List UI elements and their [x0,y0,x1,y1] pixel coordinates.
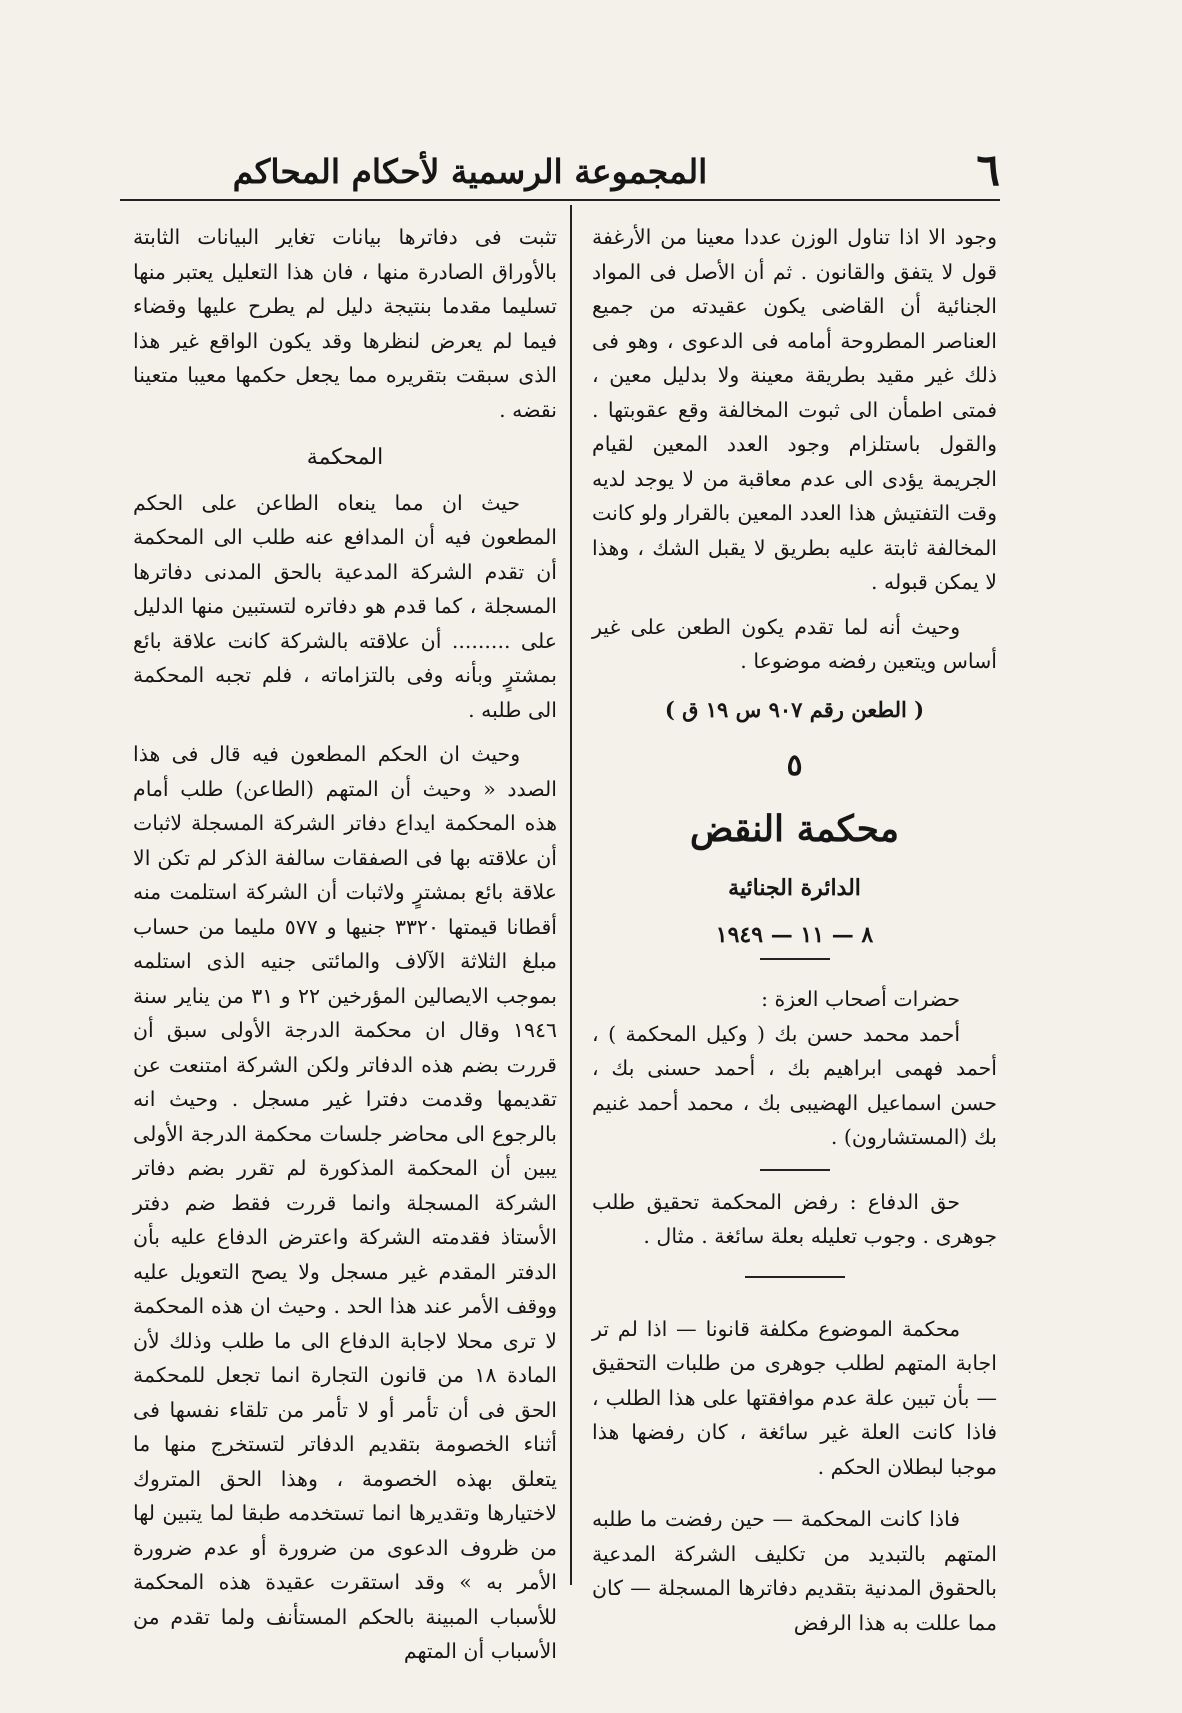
legal-principle: محكمة الموضوع مكلفة قانونا — اذا لم تر اجابة المتهم لطلب جوهرى من طلبات التحقيق — بأن تبين علة عدم موافقتها على هذا الطلب ، فاذا كانت العلة غير سائغة ، كان رفضها هذا موجبا لبطلان الحكم . [592,1316,997,1479]
divider [760,958,830,960]
court-name: محكمة النقض [689,808,900,850]
judges-list: أحمد محمد حسن بك ( وكيل المحكمة ) ، أحمد فهمى ابراهيم بك ، أحمد حسنى بك ، حسن اسماعيل الهضيبى بك ، محمد أحمد غنيم بك (المستشارون) . [592,1021,997,1149]
page-header [120,146,1000,202]
divider [760,1169,830,1171]
judgment-date: ٨ — ١١ — ١٩٤٩ [715,921,874,948]
headnote: حق الدفاع : رفض المحكمة تحقيق طلب جوهرى . وجوب تعليله بعلة سائغة . مثال . [592,1189,997,1248]
section-title: المحكمة [306,445,384,470]
paragraph: وجود الا اذا تناول الوزن عددا معينا من الأرغفة قول لا يتفق والقانون . ثم أن الأصل فى المواد الجنائية أن القاضى يكون عقيدته من جميع العناصر المطروحة أمامه فى الدعوى ، وهو فى ذلك غير مقيد بطريقة معينة ولا بدليل معين ، فمتى اطمأن الى ثبوت المخالفة وقع عقوبتها . والقول باستلزام وجود العدد المعين لقيام الجريمة يؤدى الى عدم معاقبة من لا يوجد لديه وقت التفتيش هذا العدد المعين بالقرار ولو كانت المخالفة ثابتة عليه بطريق لا يقبل الشك ، وهذا لا يمكن قبوله . [592,225,997,594]
column-divider [570,205,572,1585]
running-title: المجموعة الرسمية لأحكام المحاكم [232,152,708,191]
paragraph: وحيث ان الحكم المطعون فيه قال فى هذا الصدد « وحيث أن المتهم (الطاعن) طلب أمام هذه المحكمة ايداع دفاتر الشركة المسجلة لاثبات أن علاقته بها فى الصفقات سالفة الذكر لم تكن الا علاقة بائع بمشترٍ ولاثبات أن الشركة استلمت منه أقطانا قيمتها ٣٣٢٠ جنيها و ٥٧٧ مليما من حساب مبلغ الثلاثة الآلاف والمائتى جنيه الذى استلمه بموجب الايصالين المؤرخين ٢٢ و ٣١ من يناير سنة ١٩٤٦ وقال ان محكمة الدرجة الأولى سبق أن قررت بضم هذه الدفاتر ولكن الشركة امتنعت عن تقديمها وقدمت دفترا غير مسجل . وحيث انه بالرجوع الى محاضر جلسات محكمة الدرجة الأولى يبين أن المحكمة المذكورة لم تقرر بضم دفاتر الشركة المسجلة وانما قررت فقط ضم دفتر الأستاذ فقدمته الشركة واعترض الدفاع عليه بأن الدفتر المقدم غير مسجل ولا يصح التعويل عليه ووقف الأمر عند هذا الحد . وحيث ان هذه المحكمة لا ترى محلا لاجابة الدفاع الى ما طلب وذلك لأن المادة ١٨ من قانون التجارة انما تجعل للمحكمة الحق فى أن تأمر أو لا تأمر من تلقاء نفسها فى أثناء الخصومة بتقديم الدفاتر لتستخرج منها ما يتعلق بهذه الخصومة ، وهذا الحق المتروك لاختيارها وتقديرها انما تستخدمه طبقا لما يتبين لها من ظروف الدعوى من ضرورة أو عدم ضرورة الأمر به » وقد استقرت عقيدة هذه المحكمة للأسباب المبينة بالحكم المستأنف ولما تقدم من الأسباب أن المتهم [133,742,557,1663]
page-number: ٦ [976,145,1000,196]
case-number: ٥ [786,748,803,783]
left-column [133,220,557,1669]
judges-intro: حضرات أصحاب العزة : [761,987,961,1011]
court-circuit: الدائرة الجنائية [728,875,861,901]
paragraph: حيث ان مما ينعاه الطاعن على الحكم المطعون فيه أن المدافع عنه طلب الى المحكمة أن تقدم الشركة المدعية بالحق المدنى دفاترها المسجلة ، كما قدم هو دفاتره لتستبين منها الدليل على ......... أن علاقته بالشركة كانت علاقة بائع بمشترٍ وبأنه وفى بالتزاماته ، فلم تجبه المحكمة الى طلبه . [133,490,557,722]
header-rule [120,199,1000,201]
appeal-reference: ( الطعن رقم ٩٠٧ س ١٩ ق ) [664,696,925,722]
legal-principle: فاذا كانت المحكمة — حين رفضت ما طلبه المتهم بالتبديد من تكليف الشركة المدعية بالحقوق المدنية بتقديم دفاترها المسجلة — كان مما عللت به هذا الرفض [592,1507,997,1635]
divider [745,1276,845,1278]
paragraph: وحيث أنه لما تقدم يكون الطعن على غير أساس ويتعين رفضه موضوعا . [592,614,997,673]
paragraph: تثبت فى دفاترها بيانات تغاير البيانات الثابتة بالأوراق الصادرة منها ، فان هذا التعليل يعتبر منها تسليما مقدما بنتيجة دليل لم يطرح عليها وقضاء فيما لم يعرض لنظرها وقد يكون الواقع غير هذا الذى سبقت بتقريره مما يجعل حكمها معيبا متعينا نقضه . [133,225,557,422]
right-column [592,220,997,1640]
